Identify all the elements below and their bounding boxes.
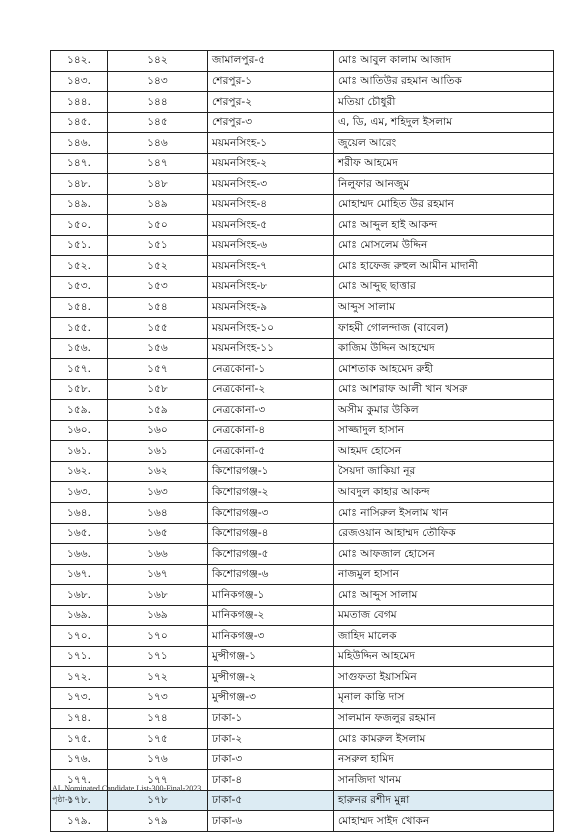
serial-cell: ১৪৬. <box>51 133 108 154</box>
constituency-cell: কিশোরগঞ্জ-২ <box>208 482 334 503</box>
serial-cell: ১৫০. <box>51 215 108 236</box>
table-row <box>51 277 554 298</box>
candidate-name-cell: সানজিদা খানম <box>334 770 554 791</box>
serial-cell: ১৫৭. <box>51 359 108 380</box>
seat-number-cell: ১৪৮ <box>108 174 208 195</box>
footer-document-title: AL Nominated Candidate List-300-Final-2023 <box>52 784 202 793</box>
table-row <box>51 51 554 72</box>
table-row <box>51 235 554 256</box>
candidate-name-cell: মোঃ আব্দুছ ছাত্তার <box>334 277 554 298</box>
serial-cell: ১৫৬. <box>51 338 108 359</box>
candidate-name-cell: অসীম কুমার উকিল <box>334 400 554 421</box>
serial-cell: ১৭৯. <box>51 811 108 832</box>
candidate-name-cell: সৈয়দা জাকিয়া নূর <box>334 461 554 482</box>
serial-cell: ১৬১. <box>51 441 108 462</box>
candidate-table <box>50 50 554 832</box>
constituency-cell: জামালপুর-৫ <box>208 51 334 72</box>
seat-number-cell: ১৭৯ <box>108 811 208 832</box>
seat-number-cell: ১৬৭ <box>108 564 208 585</box>
serial-cell: ১৬৯. <box>51 605 108 626</box>
candidate-name-cell: মোঃ আব্দুস সালাম <box>334 585 554 606</box>
table-row <box>51 708 554 729</box>
candidate-name-cell: মমতাজ বেগম <box>334 605 554 626</box>
table-row <box>51 338 554 359</box>
candidate-name-cell: রেজওয়ান আহাম্মদ তৌফিক <box>334 523 554 544</box>
constituency-cell: শেরপুর-২ <box>208 92 334 113</box>
seat-number-cell: ১৫৩ <box>108 277 208 298</box>
constituency-cell: ঢাকা-১ <box>208 708 334 729</box>
seat-number-cell: ১৪৫ <box>108 112 208 133</box>
constituency-cell: কিশোরগঞ্জ-৬ <box>208 564 334 585</box>
table-row <box>51 544 554 565</box>
seat-number-cell: ১৬০ <box>108 420 208 441</box>
table-row <box>51 523 554 544</box>
seat-number-cell: ১৬১ <box>108 441 208 462</box>
candidate-name-cell: কাজিম উদ্দিন আহম্মেদ <box>334 338 554 359</box>
table-row <box>51 790 554 811</box>
constituency-cell: নেত্রকোনা-১ <box>208 359 334 380</box>
serial-cell: ১৪২. <box>51 51 108 72</box>
constituency-cell: ঢাকা-৪ <box>208 770 334 791</box>
seat-number-cell: ১৭৬ <box>108 749 208 770</box>
constituency-cell: ময়মনসিংহ-৩ <box>208 174 334 195</box>
constituency-cell: মানিকগঞ্জ-৩ <box>208 626 334 647</box>
seat-number-cell: ১৬৮ <box>108 585 208 606</box>
serial-cell: ১৪৫. <box>51 112 108 133</box>
seat-number-cell: ১৭০ <box>108 626 208 647</box>
table-row <box>51 646 554 667</box>
seat-number-cell: ১৫০ <box>108 215 208 236</box>
constituency-cell: কিশোরগঞ্জ-১ <box>208 461 334 482</box>
constituency-cell: শেরপুর-৩ <box>208 112 334 133</box>
candidate-name-cell: জাহিদ মালেক <box>334 626 554 647</box>
table-row <box>51 420 554 441</box>
serial-cell: ১৫১. <box>51 235 108 256</box>
seat-number-cell: ১৪২ <box>108 51 208 72</box>
candidate-name-cell: হারুনর রশীদ মুন্না <box>334 790 554 811</box>
table-row <box>51 194 554 215</box>
candidate-name-cell: মোঃ কামরুল ইসলাম <box>334 729 554 750</box>
candidate-name-cell: নসরুল হামিদ <box>334 749 554 770</box>
table-row <box>51 667 554 688</box>
constituency-cell: ময়মনসিংহ-৯ <box>208 297 334 318</box>
candidate-name-cell: মোঃ আতিউর রহমান আতিক <box>334 71 554 92</box>
candidate-name-cell: নিলুফার আনজুম <box>334 174 554 195</box>
constituency-cell: ময়মনসিংহ-৮ <box>208 277 334 298</box>
seat-number-cell: ১৬৩ <box>108 482 208 503</box>
candidate-name-cell: মোঃ মোসলেম উদ্দিন <box>334 235 554 256</box>
candidate-name-cell: মোঃ নাসিরুল ইসলাম খান <box>334 503 554 524</box>
table-row <box>51 482 554 503</box>
table-row <box>51 297 554 318</box>
constituency-cell: ময়মনসিংহ-১০ <box>208 318 334 339</box>
seat-number-cell: ১৭১ <box>108 646 208 667</box>
constituency-cell: মুন্সীগঞ্জ-৩ <box>208 687 334 708</box>
serial-cell: ১৬৮. <box>51 585 108 606</box>
candidate-name-cell: মোহাম্মদ সাইদ খোকন <box>334 811 554 832</box>
serial-cell: ১৫৫. <box>51 318 108 339</box>
serial-cell: ১৫২. <box>51 256 108 277</box>
table-row <box>51 215 554 236</box>
candidate-name-cell: সাজ্জাদুল হাসান <box>334 420 554 441</box>
table-row <box>51 400 554 421</box>
table-row <box>51 174 554 195</box>
constituency-cell: ময়মনসিংহ-১১ <box>208 338 334 359</box>
constituency-cell: ঢাকা-৫ <box>208 790 334 811</box>
seat-number-cell: ১৫৪ <box>108 297 208 318</box>
table-row <box>51 687 554 708</box>
constituency-cell: ময়মনসিংহ-৪ <box>208 194 334 215</box>
seat-number-cell: ১৬২ <box>108 461 208 482</box>
serial-cell: ১৬২. <box>51 461 108 482</box>
candidate-name-cell: আব্দুস সালাম <box>334 297 554 318</box>
constituency-cell: ময়মনসিংহ-৬ <box>208 235 334 256</box>
seat-number-cell: ১৫১ <box>108 235 208 256</box>
constituency-cell: মুন্সীগঞ্জ-১ <box>208 646 334 667</box>
serial-cell: ১৭১. <box>51 646 108 667</box>
candidate-name-cell: মৃনাল কান্তি দাস <box>334 687 554 708</box>
constituency-cell: নেত্রকোনা-৩ <box>208 400 334 421</box>
seat-number-cell: ১৭৭ <box>108 770 208 791</box>
table-row <box>51 605 554 626</box>
table-row <box>51 503 554 524</box>
footer-page-number: পৃষ্ঠা-৫ <box>52 795 73 804</box>
serial-cell: ১৪৩. <box>51 71 108 92</box>
serial-cell: ১৭৭. <box>51 770 108 791</box>
table-row <box>51 359 554 380</box>
candidate-name-cell: আবদুল কাহার আকন্দ <box>334 482 554 503</box>
seat-number-cell: ১৭৫ <box>108 729 208 750</box>
serial-cell: ১৭০. <box>51 626 108 647</box>
candidate-name-cell: মোঃ আব্দুল হাই আকন্দ <box>334 215 554 236</box>
seat-number-cell: ১৬৫ <box>108 523 208 544</box>
constituency-cell: নেত্রকোনা-৫ <box>208 441 334 462</box>
seat-number-cell: ১৭৮ <box>108 790 208 811</box>
seat-number-cell: ১৫৮ <box>108 379 208 400</box>
seat-number-cell: ১৫৫ <box>108 318 208 339</box>
serial-cell: ১৬৪. <box>51 503 108 524</box>
candidate-name-cell: শরীফ আহমেদ <box>334 153 554 174</box>
constituency-cell: কিশোরগঞ্জ-৪ <box>208 523 334 544</box>
serial-cell: ১৫৯. <box>51 400 108 421</box>
serial-cell: ১৪৪. <box>51 92 108 113</box>
serial-cell: ১৪৯. <box>51 194 108 215</box>
serial-cell: ১৭৬. <box>51 749 108 770</box>
table-row <box>51 564 554 585</box>
seat-number-cell: ১৬৬ <box>108 544 208 565</box>
constituency-cell: মানিকগঞ্জ-১ <box>208 585 334 606</box>
seat-number-cell: ১৭৩ <box>108 687 208 708</box>
serial-cell: ১৬৩. <box>51 482 108 503</box>
constituency-cell: কিশোরগঞ্জ-৩ <box>208 503 334 524</box>
table-row <box>51 585 554 606</box>
seat-number-cell: ১৫৭ <box>108 359 208 380</box>
serial-cell: ১৫৮. <box>51 379 108 400</box>
serial-cell: ১৬৭. <box>51 564 108 585</box>
serial-cell: ১৬০. <box>51 420 108 441</box>
serial-cell: ১৭৫. <box>51 729 108 750</box>
seat-number-cell: ১৪৬ <box>108 133 208 154</box>
candidate-table-body <box>51 51 554 832</box>
candidate-name-cell: আহমদ হোসেন <box>334 441 554 462</box>
serial-cell: ১৭৩. <box>51 687 108 708</box>
table-row <box>51 92 554 113</box>
serial-cell: ১৪৮. <box>51 174 108 195</box>
serial-cell: ১৫৩. <box>51 277 108 298</box>
constituency-cell: মুন্সীগঞ্জ-২ <box>208 667 334 688</box>
table-row <box>51 256 554 277</box>
table-row <box>51 318 554 339</box>
constituency-cell: ঢাকা-২ <box>208 729 334 750</box>
serial-cell: ১৬৬. <box>51 544 108 565</box>
constituency-cell: ময়মনসিংহ-৭ <box>208 256 334 277</box>
candidate-name-cell: নাজমুল হাসান <box>334 564 554 585</box>
table-row <box>51 461 554 482</box>
constituency-cell: নেত্রকোনা-৪ <box>208 420 334 441</box>
serial-cell: ১৭৪. <box>51 708 108 729</box>
table-row <box>51 71 554 92</box>
candidate-name-cell: এ, ডি, এম, শহিদুল ইসলাম <box>334 112 554 133</box>
table-row <box>51 441 554 462</box>
candidate-name-cell: মোশতাক আহমেদ রুহী <box>334 359 554 380</box>
candidate-name-cell: মহিউদ্দিন আহমেদ <box>334 646 554 667</box>
serial-cell: ১৬৫. <box>51 523 108 544</box>
candidate-name-cell: মতিয়া চৌধুরী <box>334 92 554 113</box>
seat-number-cell: ১৪৩ <box>108 71 208 92</box>
table-row <box>51 749 554 770</box>
seat-number-cell: ১৬৪ <box>108 503 208 524</box>
constituency-cell: শেরপুর-১ <box>208 71 334 92</box>
candidate-name-cell: মোঃ আবুল কালাম আজাদ <box>334 51 554 72</box>
candidate-name-cell: মোঃ হাফেজ রুহুল আমীন মাদানী <box>334 256 554 277</box>
table-row <box>51 379 554 400</box>
seat-number-cell: ১৫৯ <box>108 400 208 421</box>
serial-cell: ১৭৮. <box>51 790 108 811</box>
constituency-cell: নেত্রকোনা-২ <box>208 379 334 400</box>
table-row <box>51 811 554 832</box>
table-row <box>51 729 554 750</box>
table-row <box>51 626 554 647</box>
serial-cell: ১৭২. <box>51 667 108 688</box>
serial-cell: ১৪৭. <box>51 153 108 174</box>
candidate-name-cell: মোঃ আশরাফ আলী খান খসরু <box>334 379 554 400</box>
seat-number-cell: ১৫২ <box>108 256 208 277</box>
candidate-name-cell: সাগুফতা ইয়াসমিন <box>334 667 554 688</box>
seat-number-cell: ১৫৬ <box>108 338 208 359</box>
constituency-cell: ময়মনসিংহ-১ <box>208 133 334 154</box>
table-row <box>51 133 554 154</box>
candidate-name-cell: জুয়েল আরেং <box>334 133 554 154</box>
constituency-cell: কিশোরগঞ্জ-৫ <box>208 544 334 565</box>
table-row <box>51 153 554 174</box>
seat-number-cell: ১৭৪ <box>108 708 208 729</box>
candidate-name-cell: মোহাম্মদ মোহিত উর রহমান <box>334 194 554 215</box>
candidate-name-cell: সালমান ফজলুর রহমান <box>334 708 554 729</box>
constituency-cell: মানিকগঞ্জ-২ <box>208 605 334 626</box>
seat-number-cell: ১৪৭ <box>108 153 208 174</box>
constituency-cell: ময়মনসিংহ-২ <box>208 153 334 174</box>
constituency-cell: ঢাকা-৩ <box>208 749 334 770</box>
table-row <box>51 112 554 133</box>
constituency-cell: ময়মনসিংহ-৫ <box>208 215 334 236</box>
serial-cell: ১৫৪. <box>51 297 108 318</box>
seat-number-cell: ১৪৯ <box>108 194 208 215</box>
seat-number-cell: ১৪৪ <box>108 92 208 113</box>
candidate-name-cell: মোঃ আফজাল হোসেন <box>334 544 554 565</box>
seat-number-cell: ১৭২ <box>108 667 208 688</box>
constituency-cell: ঢাকা-৬ <box>208 811 334 832</box>
candidate-name-cell: ফাহমী গোলন্দাজ (বাবেল) <box>334 318 554 339</box>
seat-number-cell: ১৬৯ <box>108 605 208 626</box>
